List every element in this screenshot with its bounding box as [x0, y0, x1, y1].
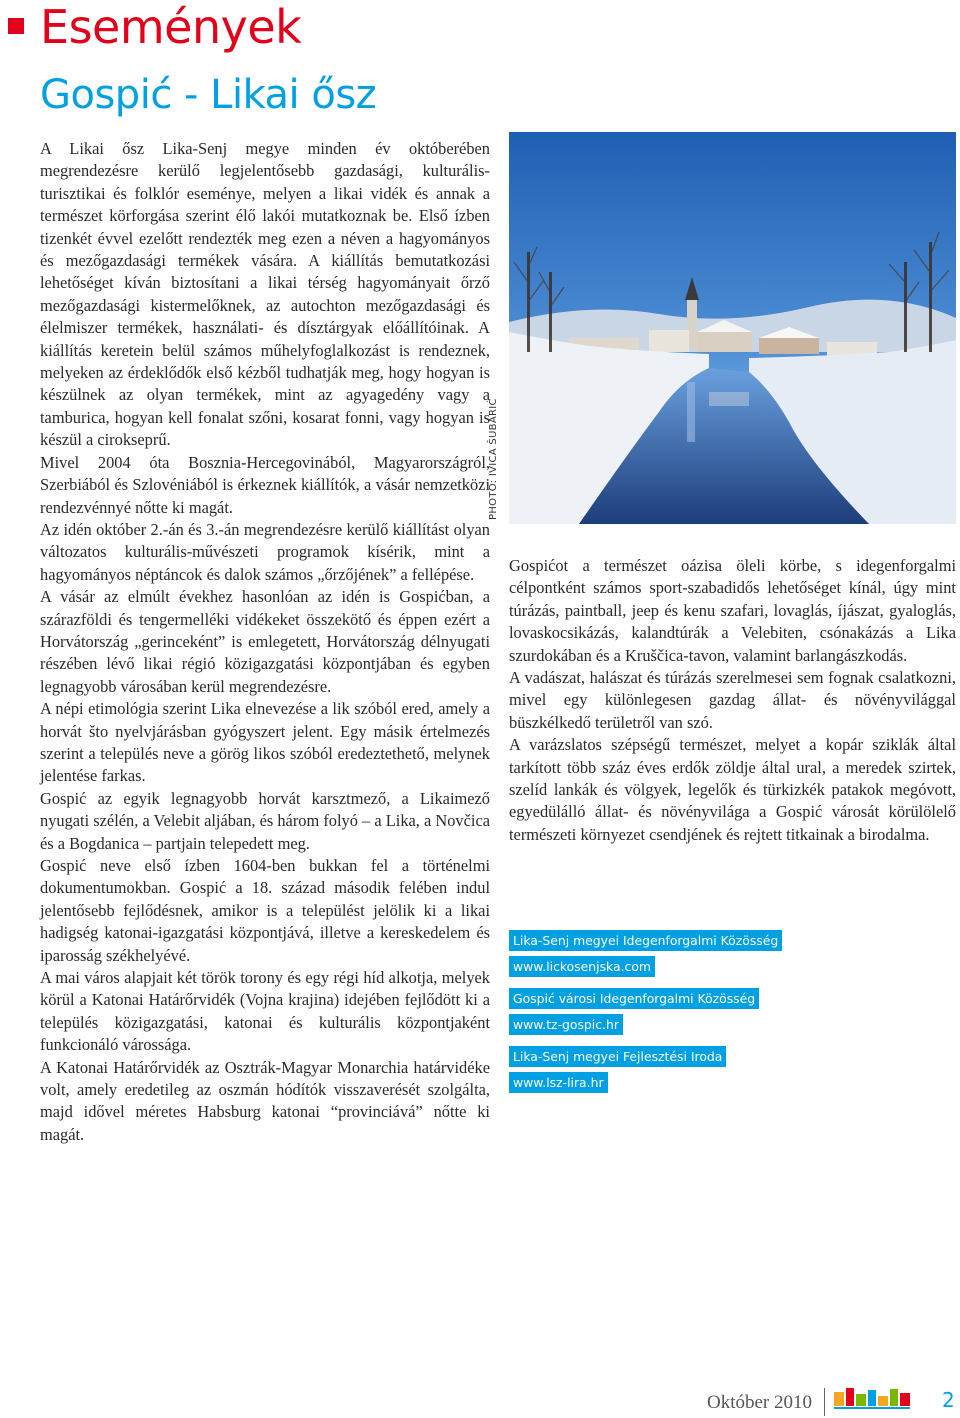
contact-name: Lika-Senj megyei Idegenforgalmi Közösség	[509, 930, 782, 951]
paragraph: A Likai ősz Lika-Senj megye minden év októberében megrendezésre kerülő legjelentősebb gazdasági, kulturális-turisztikai és folklór eseménye, melyen a likai vidék és annak a természet körforgása szerint élő lakói mutatkoznak be. Első ízben tizenkét évvel ezelőtt rendezték meg ezen a néven a hagyományos és mezőgazdasági termékek vására. A kiállítás bemutatkozási lehetőséget kíván biztosítani a likai térség hagyományait őrző mezőgazdasági kistermelőknek, az autochton mezőgazdasági és élelmiszer termékek, használati- és dísztárgyak előállítóinak. A kiállítás keretein belül számos műhelyfoglalkozást is rendeznek, melyeken az érdeklődők első kézből tudhatják meg, hogy hogyan is készülnek az olyan termékek, mint az agyagedény vagy a tamburica, hogyan kell fonalat szőni, kosarat fonni, vagy hogyan is készül a cirokseprű.	[40, 139, 490, 450]
article-title: Gospić - Likai ősz	[40, 72, 377, 118]
contact-link[interactable]: www.tz-gospic.hr	[509, 1014, 623, 1035]
paragraph: A vásár az elmúlt évekhez hasonlóan az idén is Gospićban, a szárazföldi és tengermelléki vidékeket összekötő és éppen ezért a Horvátország „gerinceként” is emlegetett, Horvátország délnyugati részében lévő likai régió közigazgatási központjában és egyben legnagyobb városában kerül megrendezésre.	[40, 587, 490, 696]
paragraph: A varázslatos szépségű természet, melyet a kopár sziklák által tarkított több száz éves erdők zöldje által ural, a meredek szirtek, szelíd lankák és völgyek, legelők és türkizkék patakok megóvott, egyedülálló állat- és növényvilága a Gospić városát körülölelő természeti környezet csendjének és rejtett titkainak a birodalma.	[509, 735, 956, 844]
issue-date: Október 2010	[707, 1392, 813, 1413]
contact-name: Lika-Senj megyei Fejlesztési Iroda	[509, 1046, 726, 1067]
paragraph: Gospić neve első ízben 1604-ben bukkan fel a történelmi dokumentumokban. Gospić a 18. század második felében indul jelentősebb fejlődésnek, amikor is a települést jelölik ki a likai hadigség katonai-igazgatási központjává, illetve a kereskedelem és iparosság székhelyévé.	[40, 856, 490, 965]
paragraph: Gospić az egyik legnagyobb horvát karsztmező, a Likaimező nyugati szélén, a Velebit aljában, és három folyó – a Lika, a Novčica és a Bogdanica – partjain telepedett meg.	[40, 788, 490, 853]
paragraph: A népi etimológia szerint Lika elnevezése a lik szóból ered, amely a horvát što nyelvjárásban gyógyszert jelent. Egy másik értelmezés szerint a település neve a görög likos szóból eredeztethető, melynek jelentése farkas.	[40, 699, 490, 786]
section-marker-icon	[8, 18, 24, 34]
right-column	[509, 555, 956, 846]
paragraph: Gospićot a természet oázisa öleli körbe, s idegenforgalmi célpontként számos sport-szabadidős lehetőséget kínál, úgy mint túrázás, paintball, jeep és kenu szafari, lovaglás, íjászat, gyaloglás, lovaskocsikázás, kalandtúrák a Velebiten, csónakázás a Lika szurdokában és a Kruščica-tavon, valamint barlangászkodás.	[509, 556, 956, 665]
contact-item	[509, 930, 809, 977]
footer-divider	[824, 1388, 825, 1416]
page-number: 2	[942, 1388, 955, 1412]
magazine-logo-icon	[834, 1386, 916, 1410]
paragraph: A Katonai Határőrvidék az Osztrák-Magyar Monarchia határvidéke volt, amely eredetileg az oszmán hódítók visszaverését szolgálta, majd idővel méretes Habsburg katonai “provinciává” nőtte ki magát.	[40, 1057, 490, 1144]
left-column	[40, 138, 490, 1146]
contact-link[interactable]: www.lickosenjska.com	[509, 956, 655, 977]
photo-credit: PHOTO: IVICA ŠUBARIĆ	[488, 398, 499, 520]
contact-name: Gospić városi Idegenforgalmi Közösség	[509, 988, 759, 1009]
contact-link[interactable]: www.lsz-lira.hr	[509, 1072, 608, 1093]
contact-item	[509, 1046, 809, 1093]
town-river-photo	[509, 132, 956, 524]
paragraph: A mai város alapjait két török torony és egy régi híd alkotja, melyek körül a Katonai Határőrvidék (Vojna krajina) idejében fejlődött ki a település közigazgatási, katonai és kulturális központjaként funkcionáló várossága.	[40, 968, 490, 1055]
paragraph: A vadászat, halászat és túrázás szerelmesei sem fognak csalatkozni, mivel egy különlegesen gazdag állat- és növényvilággal büszkélkedő területről van szó.	[509, 668, 956, 732]
paragraph: Az idén október 2.-án és 3.-án megrendezésre kerülő kiállítást olyan változatos kulturális-művészeti programok kísérik, mint a hagyományos néptáncok és dalok számos „őrzőjének” a fellépése.	[40, 519, 490, 584]
contact-item	[509, 988, 809, 1035]
section-title: Események	[40, 0, 302, 54]
contact-list	[509, 930, 809, 1104]
paragraph: Mivel 2004 óta Bosznia-Hercegovinából, Magyarországról, Szerbiából és Szlovéniából is érkeznek kiállítók, a vásár nemzetközi rendezvénnyé nőtte ki magát.	[40, 452, 490, 517]
